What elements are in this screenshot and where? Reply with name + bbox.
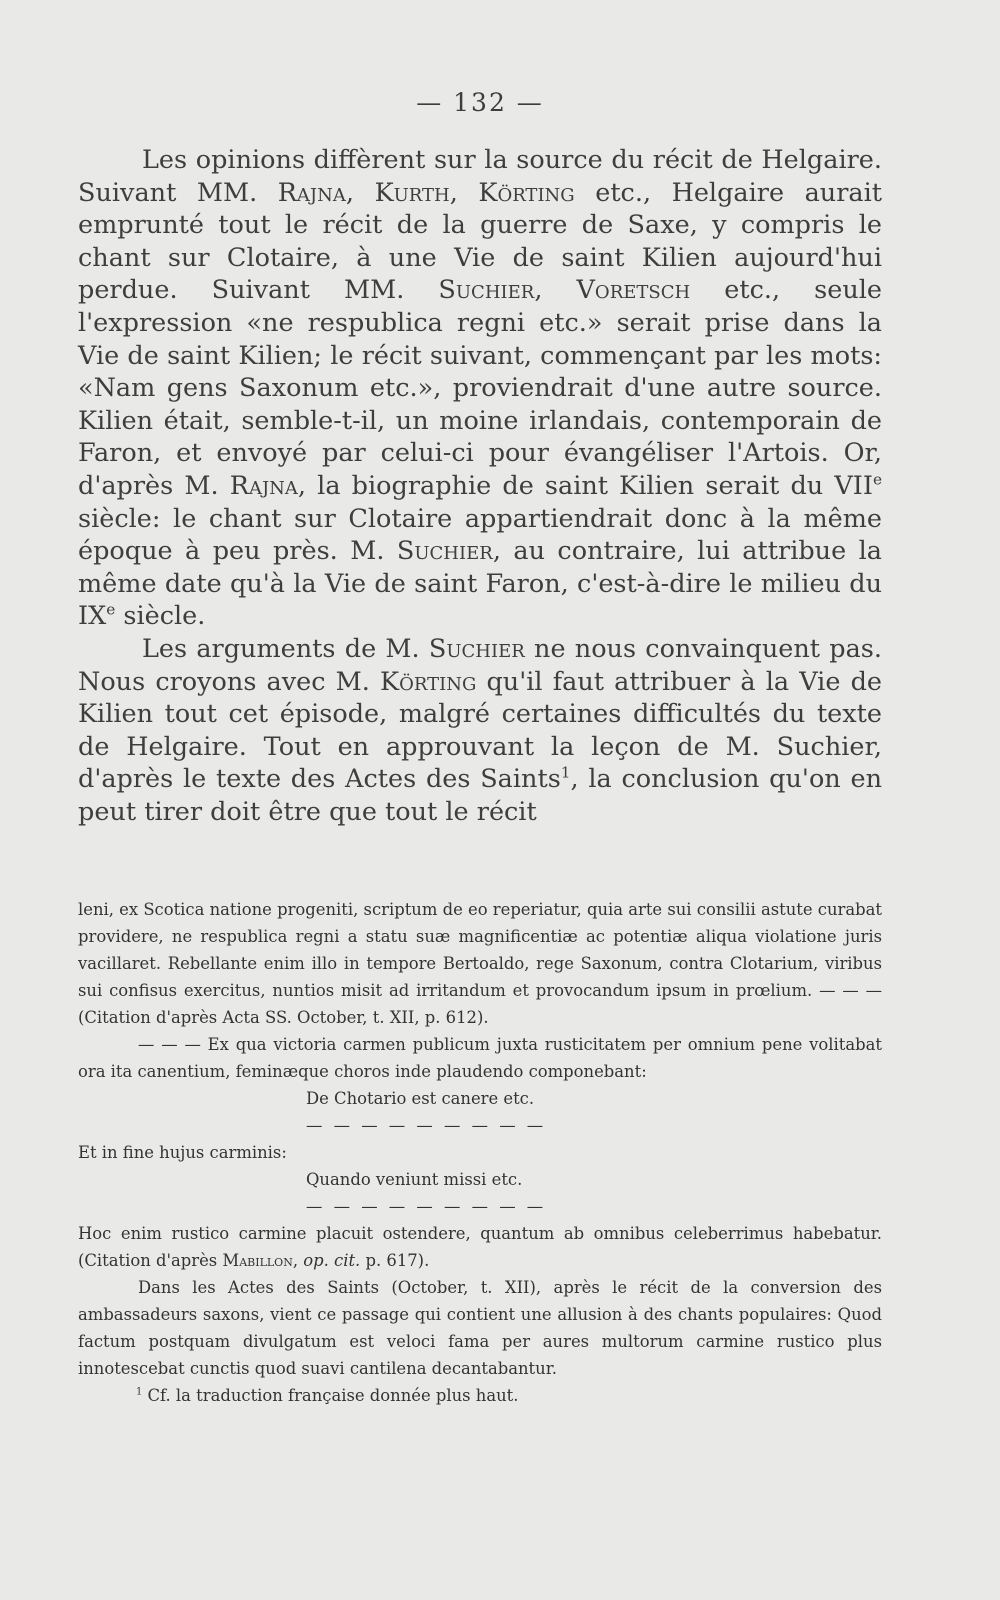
author-name: Körting xyxy=(380,666,477,697)
paragraph-1 xyxy=(78,144,882,633)
footnote-text: Cf. la traduction française donnée plus haut. xyxy=(142,1386,519,1405)
page-number: — 132 — xyxy=(416,88,544,117)
note-latin-3: Et in fine hujus carminis: xyxy=(78,1143,287,1162)
note-actes: Dans les Actes des Saints (October, t. XII), après le récit de la conversion des ambassadeurs saxons, vient ce passage qui contient une allusion à des chants populaires: Quod factum postquam divulgatum est veloci fama per aures multorum carmine rustico plus innotescebat cunctis quod suavi cantilena decantabantur. xyxy=(78,1278,882,1378)
text-run: Les opinions diffèrent sur la source du récit de Helgaire. Suivant MM. xyxy=(78,145,882,208)
text-run: , la biographie de saint Kilien serait du VII xyxy=(297,470,873,501)
notes-section xyxy=(78,896,882,1409)
author-name: Suchier xyxy=(438,275,535,306)
footnote-ref: 1 xyxy=(560,763,571,782)
note-latin-4 xyxy=(78,1220,882,1274)
footnote-1 xyxy=(78,1382,882,1409)
dash-separator-2: — — — — — — — — — xyxy=(306,1197,547,1216)
text-run: , xyxy=(534,275,577,306)
note-latin-1: leni, ex Scotica natione progeniti, scriptum de eo reperiatur, quia arte sui consilii astute curabat providere, ne respublica regni a statu suæ magnificentiæ ac potentiæ aliqua violatione juris vacillaret. Rebellante enim illo in tempore Bertoaldo, rege Saxonum, contra Clotarium, viribus sui confisus exercitus, nuntios misit ad irritandum et provocandum ipsum in prœlium. — — — (Citation d'après Acta SS. October, t. XII, p. 612). xyxy=(78,900,882,1027)
paragraph-2 xyxy=(78,633,882,829)
text-run: , xyxy=(449,177,479,208)
verse-line-2: Quando veniunt missi etc. xyxy=(306,1170,523,1189)
text-run: , xyxy=(345,177,375,208)
author-name: Voretsch xyxy=(576,275,691,306)
dash-separator-1: — — — — — — — — — xyxy=(306,1116,547,1135)
author-name: Mabillon xyxy=(222,1251,293,1270)
text-run: siècle. xyxy=(115,601,206,632)
text-run: siècle: le chant sur Clotaire appartiendrait donc à la même époque à peu près. M. xyxy=(78,503,882,567)
text-run: p. 617). xyxy=(360,1251,430,1270)
author-name: Kurth xyxy=(374,177,450,208)
text-run: Hoc enim rustico carmine placuit ostendere, quantum ab omnibus celeberrimus habebatur. (Citation d'après xyxy=(78,1224,882,1270)
author-name: Rajna xyxy=(229,470,298,501)
superscript: e xyxy=(872,470,882,489)
note-latin-2: — — — Ex qua victoria carmen publicum juxta rusticitatem per omnium pene volitabat ora ita canentium, feminæque choros inde plaudendo componebant: xyxy=(78,1035,882,1081)
text-run: , xyxy=(292,1251,304,1270)
text-run: , la conclusion qu'on en peut tirer doit être que tout le récit xyxy=(78,764,882,827)
text-run: , au contraire, lui attribue la même date qu'à la Vie de saint Faron, c'est-à-dire le milieu du IX xyxy=(78,536,882,632)
citation-abbrev: op. cit. xyxy=(303,1251,361,1270)
text-run: qu'il faut attribuer à la Vie de Kilien tout cet épisode, malgré certaines difficultés du texte de Helgaire. Tout en approuvant la leçon de M. Suchier, d'après le texte des Actes des Saints xyxy=(78,666,882,795)
superscript: e xyxy=(106,600,116,619)
author-name: Suchier xyxy=(396,536,493,567)
text-run: etc., seule l'expression «ne respublica regni etc.» serait prise dans la Vie de saint Kilien; le récit suivant, commençant par les mots: «Nam gens Saxonum etc.», proviendrait d'une autre source. Kilien était, semble-t-il, un moine irlandais, contemporain de Faron, et envoyé par celui-ci pour évangéliser l'Artois. Or, d'après M. xyxy=(78,275,882,501)
text-run: etc., Helgaire aurait emprunté tout le récit de la guerre de Saxe, y compris le chant sur Clotaire, à une Vie de saint Kilien aujourd'hui perdue. Suivant MM. xyxy=(78,177,882,306)
main-text xyxy=(78,144,882,828)
text-run: ne nous convainquent pas. Nous croyons avec M. xyxy=(78,633,882,697)
author-name: Suchier xyxy=(428,633,525,664)
text-run: Les arguments de M. xyxy=(142,633,429,664)
author-name: Körting xyxy=(478,177,575,208)
author-name: Rajna xyxy=(277,177,346,208)
verse-line-1: De Chotario est canere etc. xyxy=(306,1089,535,1108)
footnote-mark: 1 xyxy=(136,1386,143,1398)
